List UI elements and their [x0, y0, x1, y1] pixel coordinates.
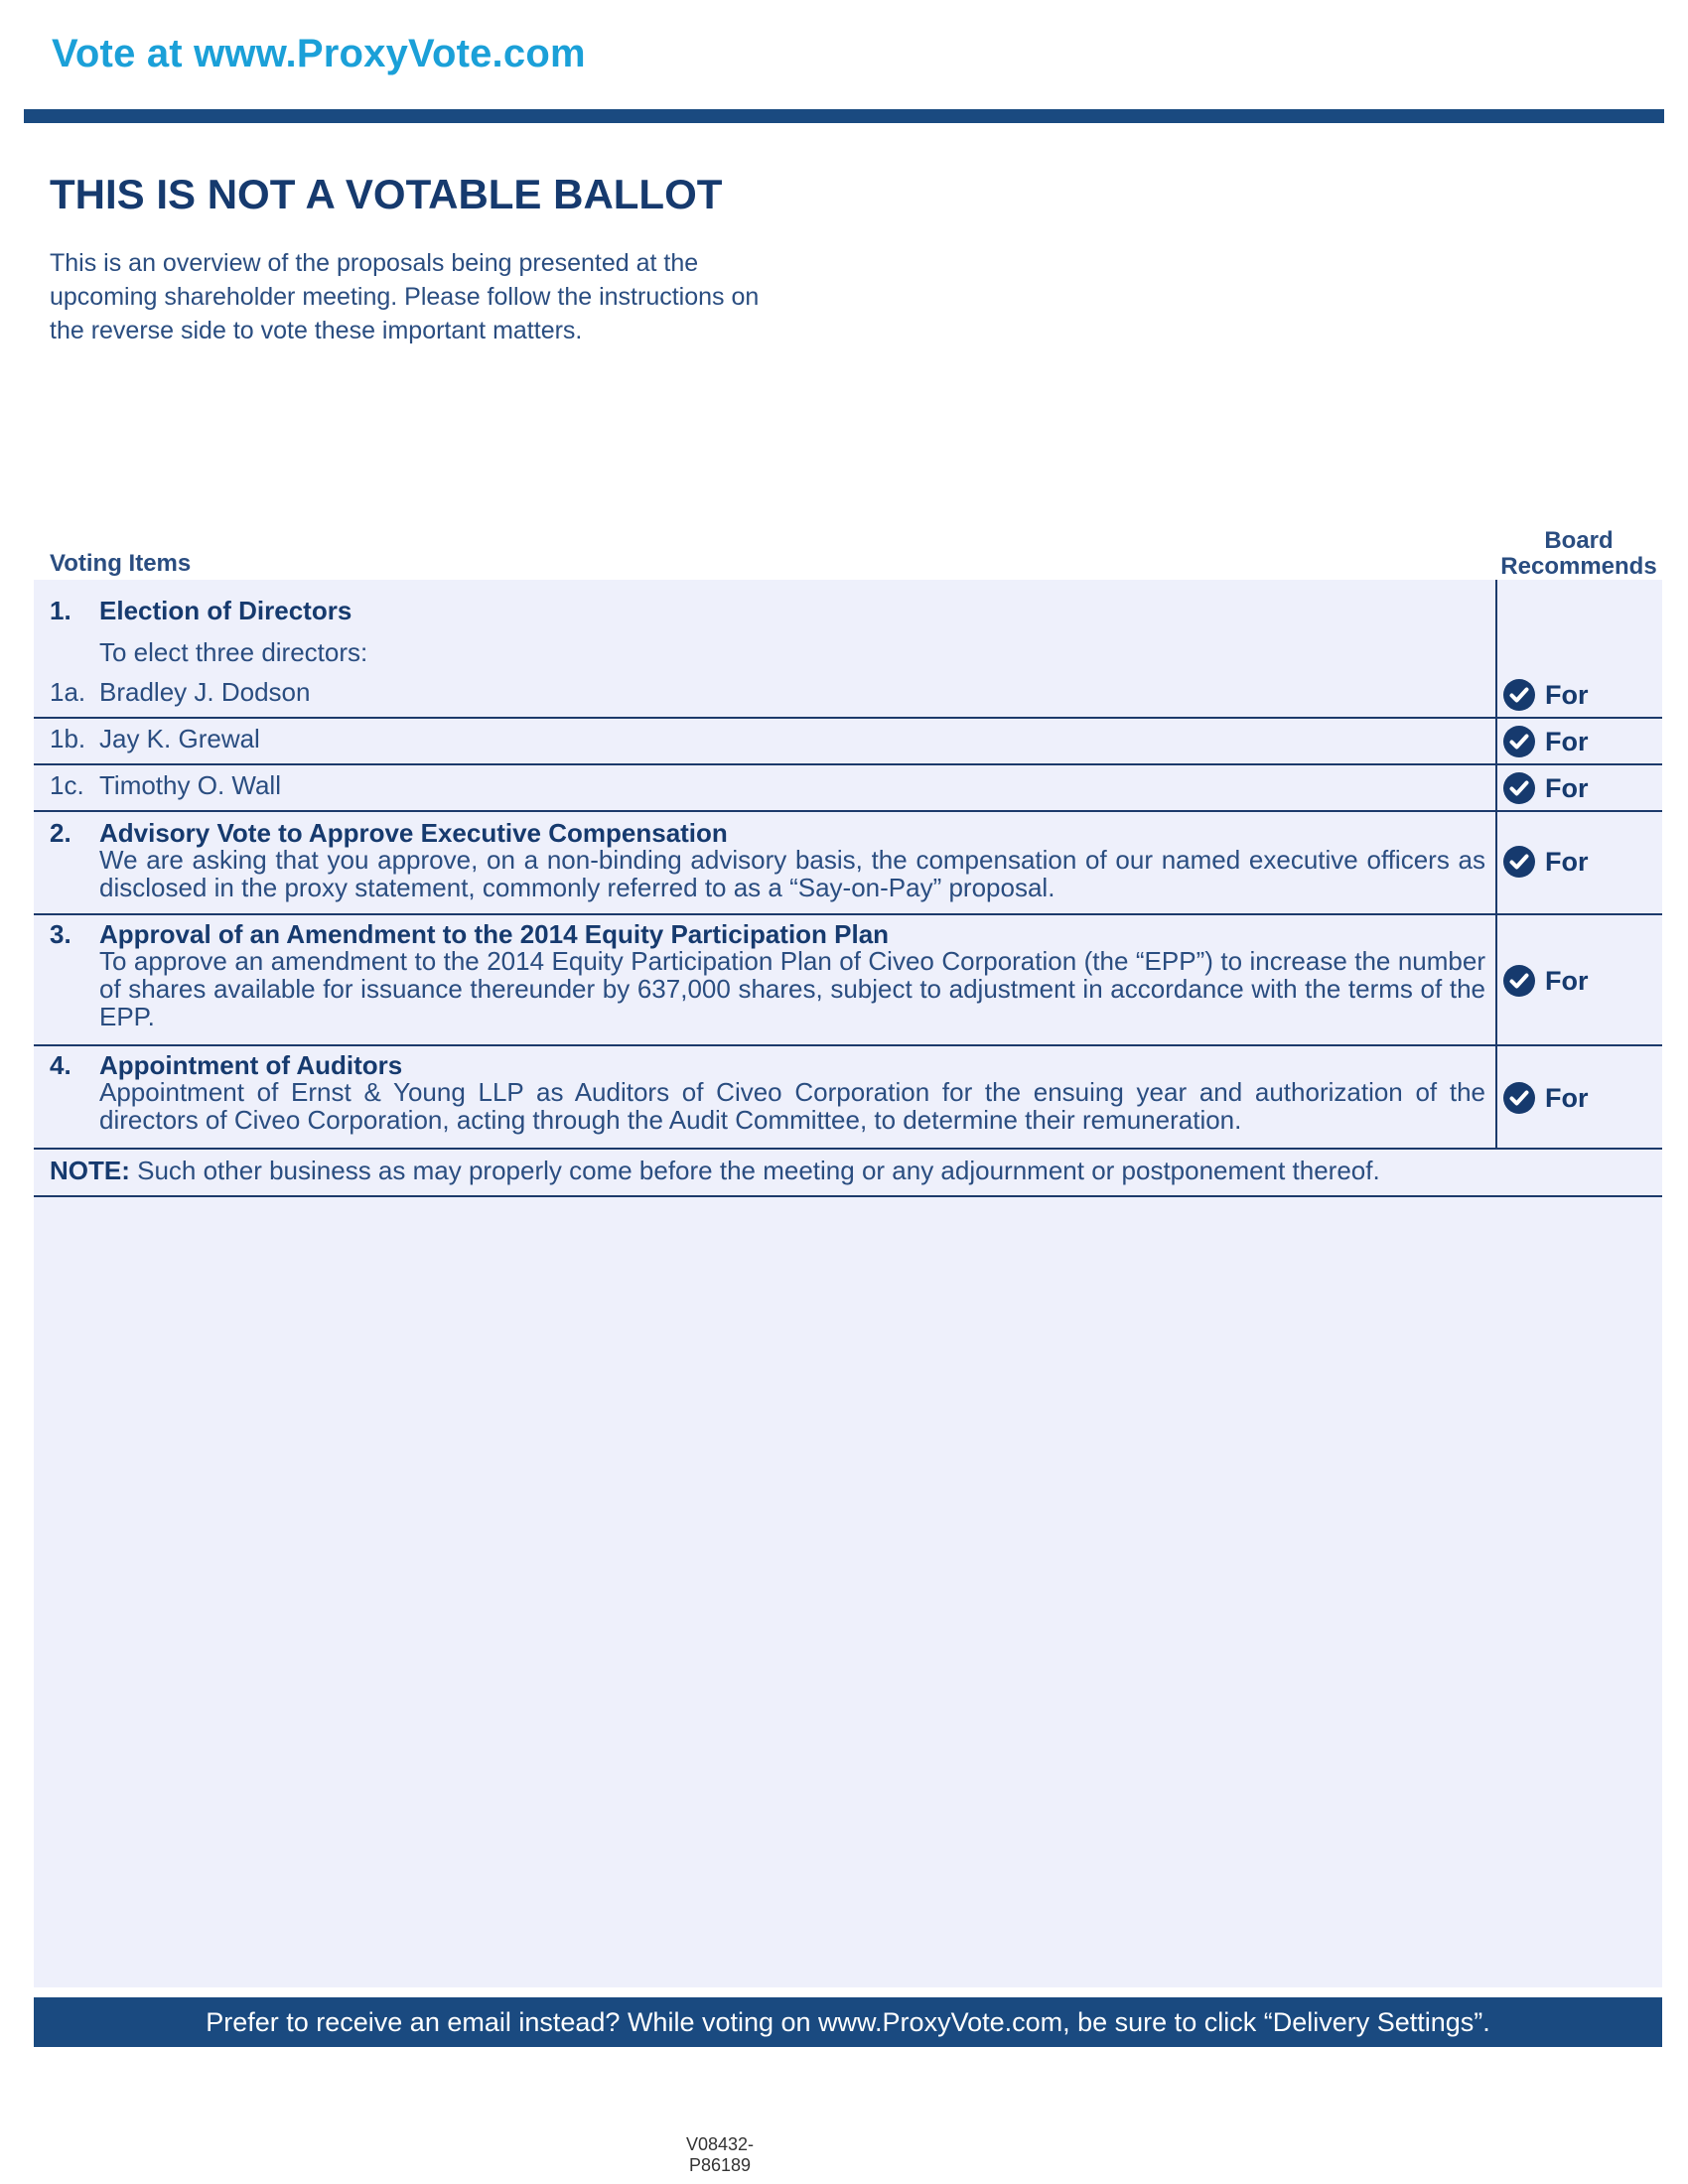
- board-recommendation: [1503, 961, 1589, 1001]
- item-description: Appointment of Ernst & Young LLP as Auditors of Civeo Corporation for the ensuing year and authorization of the directors of Civeo Corporation, acting through the Audit Committee, to determine their remuneration.: [99, 1077, 1485, 1135]
- board-header-line: Board: [1544, 527, 1614, 554]
- board-header-line: Recommends: [1500, 553, 1657, 580]
- item-number: 2.: [50, 818, 71, 848]
- board-recommendation: [1503, 842, 1589, 882]
- item-number: 3.: [50, 919, 71, 949]
- item-number: 4.: [50, 1050, 71, 1080]
- voting-items-header: Voting Items: [50, 550, 192, 577]
- check-circle-icon: [1503, 772, 1535, 804]
- intro-line: upcoming shareholder meeting. Please follow the instructions on: [50, 283, 760, 311]
- recommendation-label: For: [1545, 965, 1589, 996]
- note-text: [50, 1156, 1380, 1186]
- row-divider: [34, 763, 1662, 765]
- check-circle-icon: [1503, 726, 1535, 757]
- recommendation-column-divider: [1495, 580, 1497, 1148]
- check-circle-icon: [1503, 965, 1535, 997]
- proxyvote-link[interactable]: Vote at www.ProxyVote.com: [52, 32, 586, 75]
- row-divider: [34, 717, 1662, 719]
- recommendation-label: For: [1545, 679, 1589, 710]
- row-divider: [34, 1195, 1662, 1197]
- page-title: THIS IS NOT A VOTABLE BALLOT: [50, 171, 723, 217]
- recommendation-label: For: [1545, 846, 1589, 877]
- item-description: We are asking that you approve, on a non-binding advisory basis, the compensation of our named executive officers as disclosed in the proxy statement, commonly referred to as a “Say-on-Pay” proposal.: [99, 845, 1485, 902]
- intro-line: the reverse side to vote these important matters.: [50, 317, 583, 344]
- nominee-name: Timothy O. Wall: [99, 770, 281, 800]
- control-number: V08432-P86189: [685, 2134, 755, 2175]
- check-circle-icon: [1503, 1082, 1535, 1114]
- row-divider: [34, 1148, 1662, 1150]
- board-recommendation: [1503, 768, 1589, 808]
- item-title: Approval of an Amendment to the 2014 Equity Participation Plan: [99, 919, 890, 949]
- board-recommends-header: [1489, 528, 1668, 580]
- nominee-name: Jay K. Grewal: [99, 724, 260, 753]
- nominee-number: 1a.: [50, 677, 86, 707]
- item-description: To approve an amendment to the 2014 Equity Participation Plan of Civeo Corporation (the “EPP”) to increase the number of shares available for issuance thereunder by 637,000 shares, subject to adjustment in accordance with the terms of the EPP.: [99, 946, 1485, 1031]
- nominee-number: 1b.: [50, 724, 86, 753]
- row-divider: [34, 810, 1662, 812]
- item-subtitle: To elect three directors:: [99, 637, 368, 667]
- nominee-number: 1c.: [50, 770, 84, 800]
- recommendation-label: For: [1545, 772, 1589, 803]
- item-title: Election of Directors: [99, 596, 352, 625]
- delivery-settings-banner: [34, 1997, 1662, 2047]
- check-circle-icon: [1503, 846, 1535, 878]
- recommendation-label: For: [1545, 1082, 1589, 1113]
- note-label: NOTE:: [50, 1156, 130, 1185]
- row-divider: [34, 1044, 1662, 1046]
- board-recommendation: [1503, 1078, 1589, 1118]
- nominee-name: Bradley J. Dodson: [99, 677, 311, 707]
- item-title: Advisory Vote to Approve Executive Compensation: [99, 818, 728, 848]
- board-recommendation: [1503, 675, 1589, 715]
- recommendation-label: For: [1545, 726, 1589, 756]
- item-number: 1.: [50, 596, 71, 625]
- board-recommendation: [1503, 722, 1589, 761]
- banner-text: Prefer to receive an email instead? While voting on www.ProxyVote.com, be sure to click “Delivery Settings”.: [206, 2006, 1490, 2037]
- note-body: Such other business as may properly come before the meeting or any adjournment or postponement thereof.: [129, 1156, 1380, 1185]
- header-divider: [24, 109, 1664, 123]
- item-title: Appointment of Auditors: [99, 1050, 403, 1080]
- check-circle-icon: [1503, 679, 1535, 711]
- intro-line: This is an overview of the proposals being presented at the: [50, 249, 699, 277]
- row-divider: [34, 913, 1662, 915]
- intro-text: [50, 246, 844, 347]
